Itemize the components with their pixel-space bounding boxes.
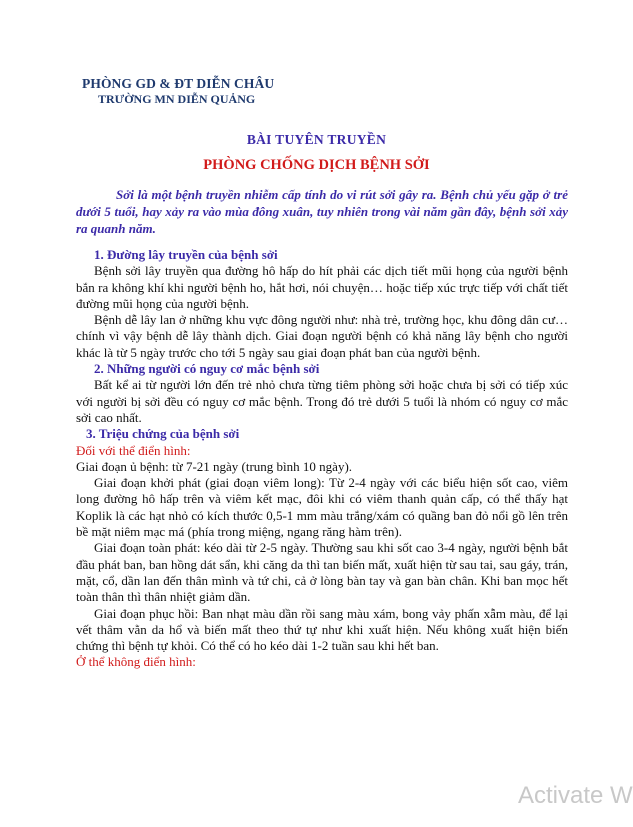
document-body bbox=[76, 247, 568, 671]
section-2-paragraph-1: Bất kể ai từ người lớn đến trẻ nhỏ chưa từng tiêm phòng sởi hoặc chưa bị sởi có tiếp xúc với người bị sởi đều có nguy cơ mắc bệnh. Trong đó trẻ dưới 5 tuổi là nhóm có nguy cơ mắc sởi cao nhất. bbox=[76, 377, 568, 425]
onset-stage: Giai đoạn khởi phát (giai đoạn viêm long): Từ 2-4 ngày với các biểu hiện sốt cao, viêm long đường hô hấp trên và viêm kết mạc, đôi khi có viêm thanh quản cấp, có thể thấy hạt Koplik là các hạt nhỏ có kích thước 0,5-1 mm màu trắng/xám có quầng ban đỏ nổi gồ lên trên bề mặt niêm mạc má (phía trong miệng, ngang răng hàm trên). bbox=[76, 475, 568, 540]
atypical-form-label: Ở thể không điển hình: bbox=[76, 654, 196, 670]
section-3-heading: 3. Triệu chứng của bệnh sởi bbox=[86, 426, 240, 442]
document-title: BÀI TUYÊN TRUYỀN bbox=[246, 132, 387, 147]
intro-paragraph: Sởi là một bệnh truyền nhiễm cấp tính do vi rút sởi gây ra. Bệnh chủ yếu gặp ở trẻ dưới 5 tuổi, hay xảy ra vào mùa đông xuân, tuy nhiên trong vài năm gần đây, bệnh sởi xảy ra quanh năm. bbox=[76, 187, 568, 236]
school-name: TRƯỜNG MN DIỄN QUẢNG bbox=[98, 92, 256, 106]
activation-watermark: Activate W bbox=[518, 782, 633, 809]
department-name: PHÒNG GD & ĐT DIỄN CHÂU bbox=[82, 76, 275, 91]
section-1-paragraph-2: Bệnh dễ lây lan ở những khu vực đông người như: nhà trẻ, trường học, khu đông dân cư… chính vì vậy bệnh dễ lây thành dịch. Giai đoạn người bệnh có khả năng lây bệnh cho người khác là từ 5 ngày trước cho tới 5 ngày sau giai đoạn phát ban của người bệnh. bbox=[76, 312, 568, 360]
section-1-heading: 1. Đường lây truyền của bệnh sởi bbox=[94, 247, 278, 262]
incubation-stage: Giai đoạn ủ bệnh: từ 7-21 ngày (trung bình 10 ngày). bbox=[76, 458, 353, 474]
document-subtitle: PHÒNG CHỐNG DỊCH BỆNH SỞI bbox=[203, 157, 430, 173]
full-blown-stage: Giai đoạn toàn phát: kéo dài từ 2-5 ngày. Thường sau khi sốt cao 3-4 ngày, người bệnh bắt đầu phát ban, ban hồng dát sẩn, khi căng da thì tan biến mất, xuất hiện từ sau tai, sau gáy, trán, mặt, cổ, dần lan đến thân mình và tứ chi, cả ở lòng bàn tay và gan bàn chân. Khi ban mọc hết toàn thân thì thân nhiệt giảm dần. bbox=[76, 540, 568, 605]
recovery-stage: Giai đoạn phục hồi: Ban nhạt màu dần rồi sang màu xám, bong vảy phấn xẫm màu, để lại vết thâm vằn da hổ và biến mất theo thứ tự như khi xuất hiện. Nếu không xuất hiện biến chứng thì bệnh tự khỏi. Có thể có ho kéo dài 1-2 tuần sau khi hết ban. bbox=[76, 605, 568, 654]
section-1-paragraph-1: Bệnh sởi lây truyền qua đường hô hấp do hít phải các dịch tiết mũi họng của người bệnh bắn ra không khí khi người bệnh ho, hắt hơi, nói chuyện… hoặc tiếp xúc trực tiếp với chất tiết đường mũi họng của người bệnh. bbox=[76, 263, 568, 311]
section-2-heading: 2. Những người có nguy cơ mắc bệnh sởi bbox=[94, 361, 320, 377]
typical-form-label: Đối với thể điển hình: bbox=[76, 442, 191, 458]
